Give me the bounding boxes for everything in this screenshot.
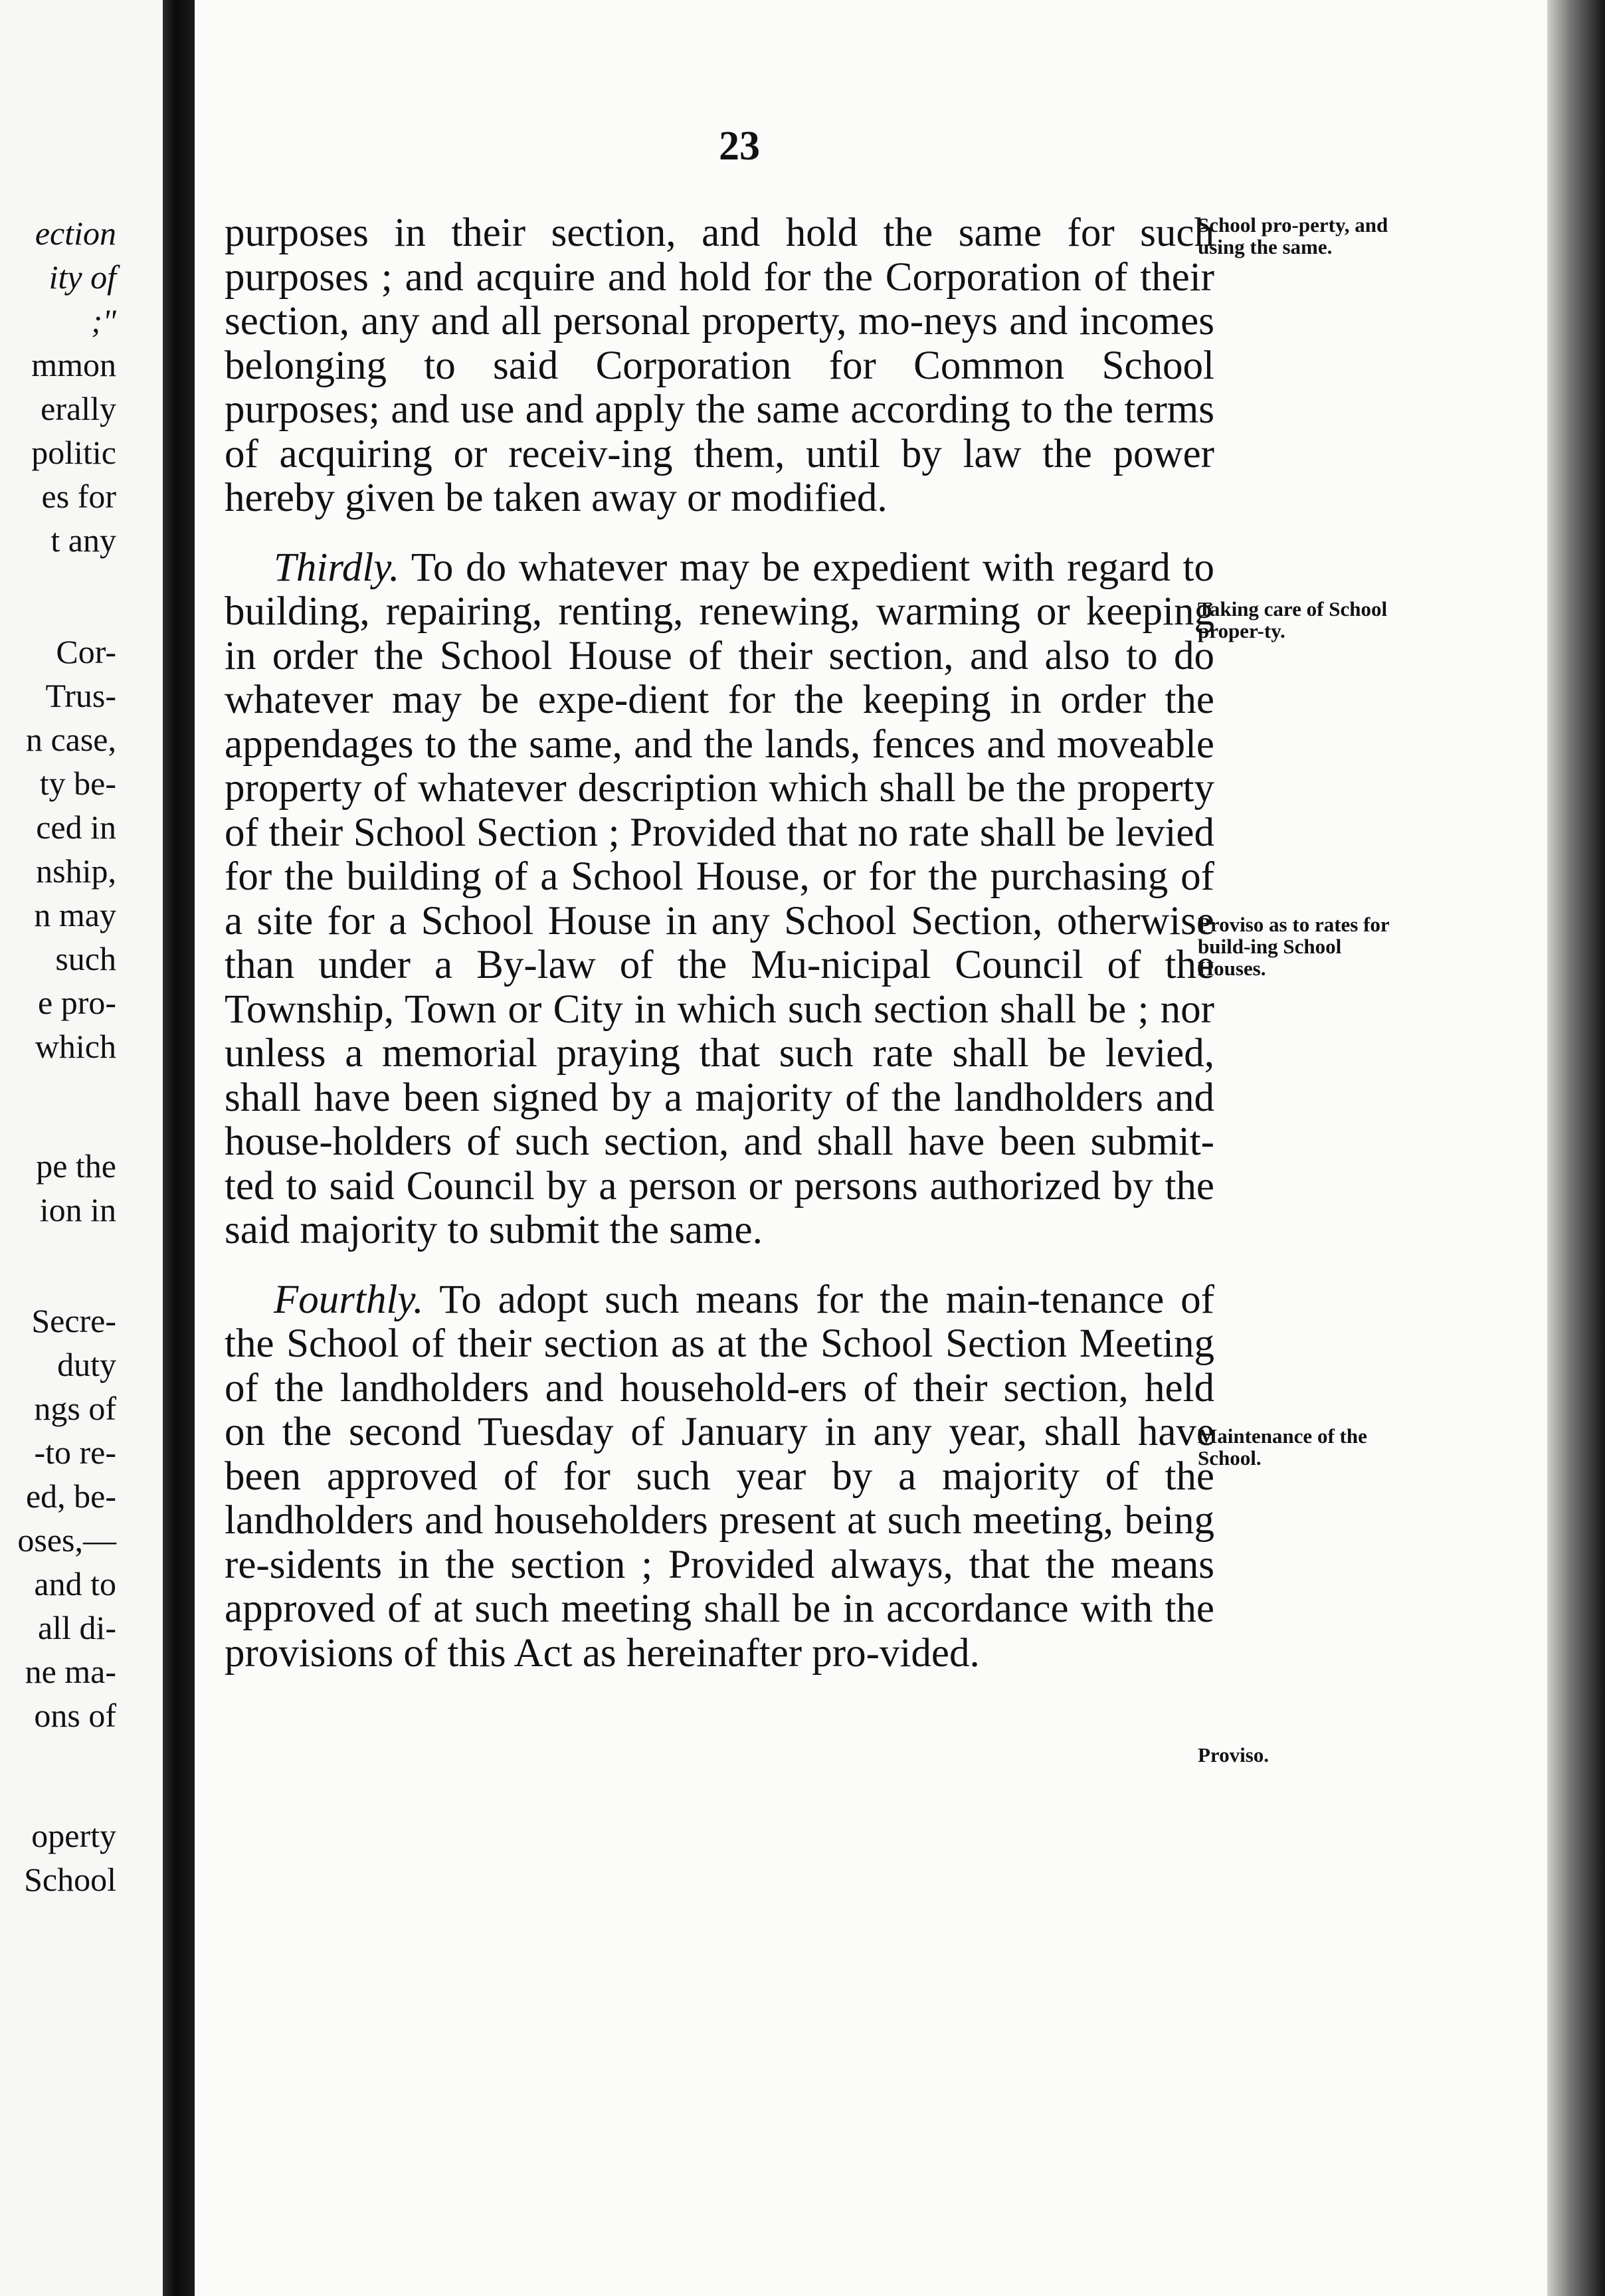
left-fragment-line: all di-	[37, 1609, 116, 1646]
paragraph-fourthly	[225, 1278, 1214, 1676]
left-fragment-line: ity of	[48, 258, 116, 296]
left-fragment-line: es for	[41, 478, 116, 515]
left-fragment-line: nship,	[36, 852, 116, 890]
left-fragment-line: ;"	[91, 302, 116, 339]
paragraph-thirdly	[225, 546, 1214, 1253]
book-gutter-shadow	[163, 0, 195, 2296]
margin-notes	[1198, 0, 1397, 2296]
left-fragment-line: erally	[41, 390, 116, 427]
left-fragment-line: and to	[34, 1565, 116, 1602]
left-fragment-line: ty be-	[39, 765, 116, 802]
body-text-column	[225, 211, 1214, 1701]
left-fragment-line: which	[35, 1028, 116, 1065]
left-fragment-line: ons of	[34, 1697, 116, 1734]
left-fragment-line: t any	[50, 522, 116, 559]
left-fragment-line: n case,	[25, 721, 116, 758]
left-fragment-line: Secre-	[31, 1302, 116, 1339]
left-fragment-line: ed, be-	[25, 1478, 116, 1515]
left-fragment-line: pe the	[36, 1147, 116, 1185]
page-23	[195, 0, 1547, 2296]
left-fragment-line: Cor-	[56, 633, 116, 670]
left-fragment-line: n may	[34, 896, 116, 933]
left-fragment-line: School	[24, 1861, 116, 1898]
left-fragment-line: e pro-	[38, 984, 116, 1021]
left-fragment-line: ion in	[39, 1191, 116, 1228]
left-fragment-line: duty	[57, 1346, 116, 1383]
left-fragment-line: -to re-	[34, 1434, 116, 1471]
left-fragment-line: operty	[31, 1817, 116, 1854]
left-fragment-line: ngs of	[34, 1390, 116, 1427]
margin-note: School pro-perty, and using the same.	[1198, 213, 1388, 258]
left-fragment-line: ne ma-	[25, 1653, 116, 1690]
left-page-text-fragments	[0, 0, 116, 2296]
paragraph-school-property	[225, 211, 1214, 521]
paragraph-text: purposes in their section, and hold the same for such purposes ; and acquire and hold for the Corporation of their section, any and all personal property, mo-neys and incomes belonging to said Corporation for Common School purposes; and use and apply the same according to the terms of acquiring or receiv-ing them, until by law the power hereby given be taken away or modified.	[225, 211, 1214, 520]
left-fragment-line: such	[55, 940, 116, 977]
margin-note: Taking care of School proper-ty.	[1198, 597, 1388, 642]
left-fragment-line: oses,—	[17, 1521, 116, 1559]
left-fragment-line: ced in	[36, 809, 116, 846]
left-facing-page	[0, 0, 163, 2296]
page-edge-shadow	[1547, 0, 1605, 2296]
paragraph-lead: Thirdly.	[274, 545, 400, 590]
paragraph-text: To do whatever may be expedient with regard to building, repairing, renting, renewing, warming or keeping in order the School House of their section, and also to do whatever may be expe-dient for the keeping in order the appendages to the same, and the lands, fences and moveable property of whatever description which shall be the property of their School Section ; Provided that no rate shall be levied for the building of a School House, or for the purchasing of a site for a School House in any School Section, otherwise than under a By-law of the Mu-nicipal Council of the Township, Town or City in which such section shall be ; nor unless a memorial praying that such rate shall be levied, shall have been signed by a majority of the landholders and house-holders of such section, and shall have been submit-ted to said Council by a person or persons authorized by the said majority to submit the same.	[225, 545, 1214, 1252]
left-fragment-line: ection	[35, 215, 116, 252]
left-fragment-line: politic	[31, 434, 116, 471]
page-number: 23	[719, 124, 760, 169]
left-fragment-line: mmon	[31, 346, 116, 383]
margin-note: Proviso.	[1198, 1743, 1270, 1767]
margin-note: Proviso as to rates for build-ing School Houses.	[1198, 913, 1390, 980]
left-fragment-line: Trus-	[45, 677, 116, 714]
paragraph-text: To adopt such means for the main-tenance of the School of their section as at the School Section Meeting of the landholders and household-ers of their section, held on the second Tuesday of January in any year, shall have been approved of for such year by a majority of the landholders and householders present at such meeting, being re-sidents in the section ; Provided always, that the means approved of at such meeting shall be in accordance with the provisions of this Act as hereinafter pro-vided.	[225, 1277, 1214, 1675]
margin-note: Maintenance of the School.	[1198, 1424, 1367, 1470]
paragraph-lead: Fourthly.	[274, 1277, 424, 1322]
